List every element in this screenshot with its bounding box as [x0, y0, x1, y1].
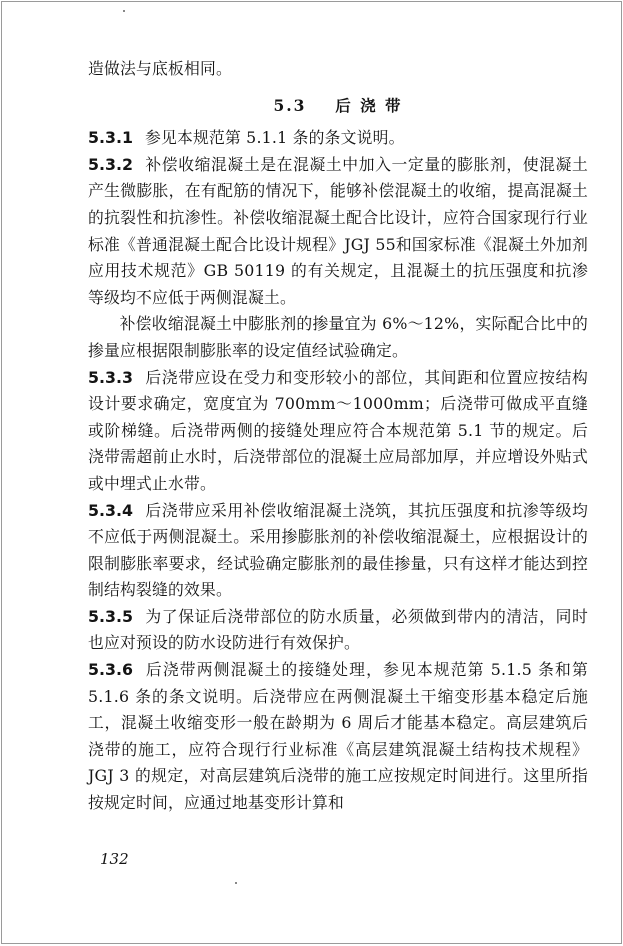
clause-number: 5.3.1 — [88, 128, 133, 148]
clause-text: 后浇带应采用补偿收缩混凝土浇筑，其抗压强度和抗渗等级均不应低于两侧混凝土。采用掺膨胀剂的补偿收缩混凝土，应根据设计的限制膨胀率要求，经试验确定膨胀剂的最佳掺量，只有这样才能达到控制结构裂缝的效果。 — [88, 500, 588, 600]
clause-5-3-6 — [88, 657, 588, 817]
section-heading — [88, 93, 588, 120]
section-number: 5.3 — [273, 95, 307, 115]
intro-line: 造做法与底板相同。 — [88, 59, 232, 78]
clause-number: 5.3.3 — [88, 367, 133, 387]
clause-5-3-2-paragraph-2: 补偿收缩混凝土中膨胀剂的掺量宜为 6%～12%，实际配合比中的掺量应根据限制膨胀率的设定值经试验确定。 — [88, 314, 588, 360]
scan-speck — [123, 10, 125, 12]
clause-text: 后浇带两侧混凝土的接缝处理，参见本规范第 5.1.5 条和第 5.1.6 条的条文说明。后浇带应在两侧混凝土干缩变形基本稳定后施工，混凝土收缩变形一般在龄期为 6 周后才能基本稳定。高层建筑后浇带的施工，应符合现行行业标准《高层建筑混凝土结构技术规程》JGJ 3 的规定，对高层建筑后浇带的施工应按规定时间进行。这里所指按规定时间，应通过地基变形计算和 — [88, 660, 588, 813]
clause-number: 5.3.4 — [88, 500, 133, 520]
page-number: 132 — [100, 850, 129, 868]
clause-text: 补偿收缩混凝土是在混凝土中加入一定量的膨胀剂，使混凝土产生微膨胀，在有配筋的情况下，能够补偿混凝土的收缩，提高混凝土的抗裂性和抗渗性。补偿收缩混凝土配合比设计，应符合国家现行行业标准《普通混凝土配合比设计规程》JGJ 55和国家标准《混凝土外加剂应用技术规范》GB 50119 的有关规定，且混凝土的抗压强度和抗渗等级均不应低于两侧混凝土。 — [88, 154, 588, 307]
clause-5-3-5 — [88, 604, 588, 657]
section-title: 后 浇 带 — [335, 95, 403, 115]
clause-text: 后浇带应设在受力和变形较小的部位，其间距和位置应按结构设计要求确定，宽度宜为 700mm～1000mm；后浇带可做成平直缝或阶梯缝。后浇带两侧的接缝处理应符合本规范第 5.1 节的规定。后浇带需超前止水时，后浇带部位的混凝土应局部加厚，并应增设外贴式或中埋式止水带。 — [88, 367, 588, 493]
clause-5-3-2 — [88, 152, 588, 312]
clause-5-3-1 — [88, 125, 588, 152]
clause-number: 5.3.6 — [88, 660, 133, 680]
clause-5-3-3 — [88, 365, 588, 498]
scan-speck — [235, 882, 237, 884]
clause-number: 5.3.2 — [88, 154, 133, 174]
page-content — [88, 56, 588, 817]
clause-number: 5.3.5 — [88, 606, 133, 626]
clause-text: 为了保证后浇带部位的防水质量，必须做到带内的清洁，同时也应对预设的防水设防进行有效保护。 — [88, 606, 588, 653]
clause-text: 参见本规范第 5.1.1 条的条文说明。 — [144, 128, 405, 148]
clause-5-3-4 — [88, 498, 588, 604]
document-page — [1, 1, 622, 944]
